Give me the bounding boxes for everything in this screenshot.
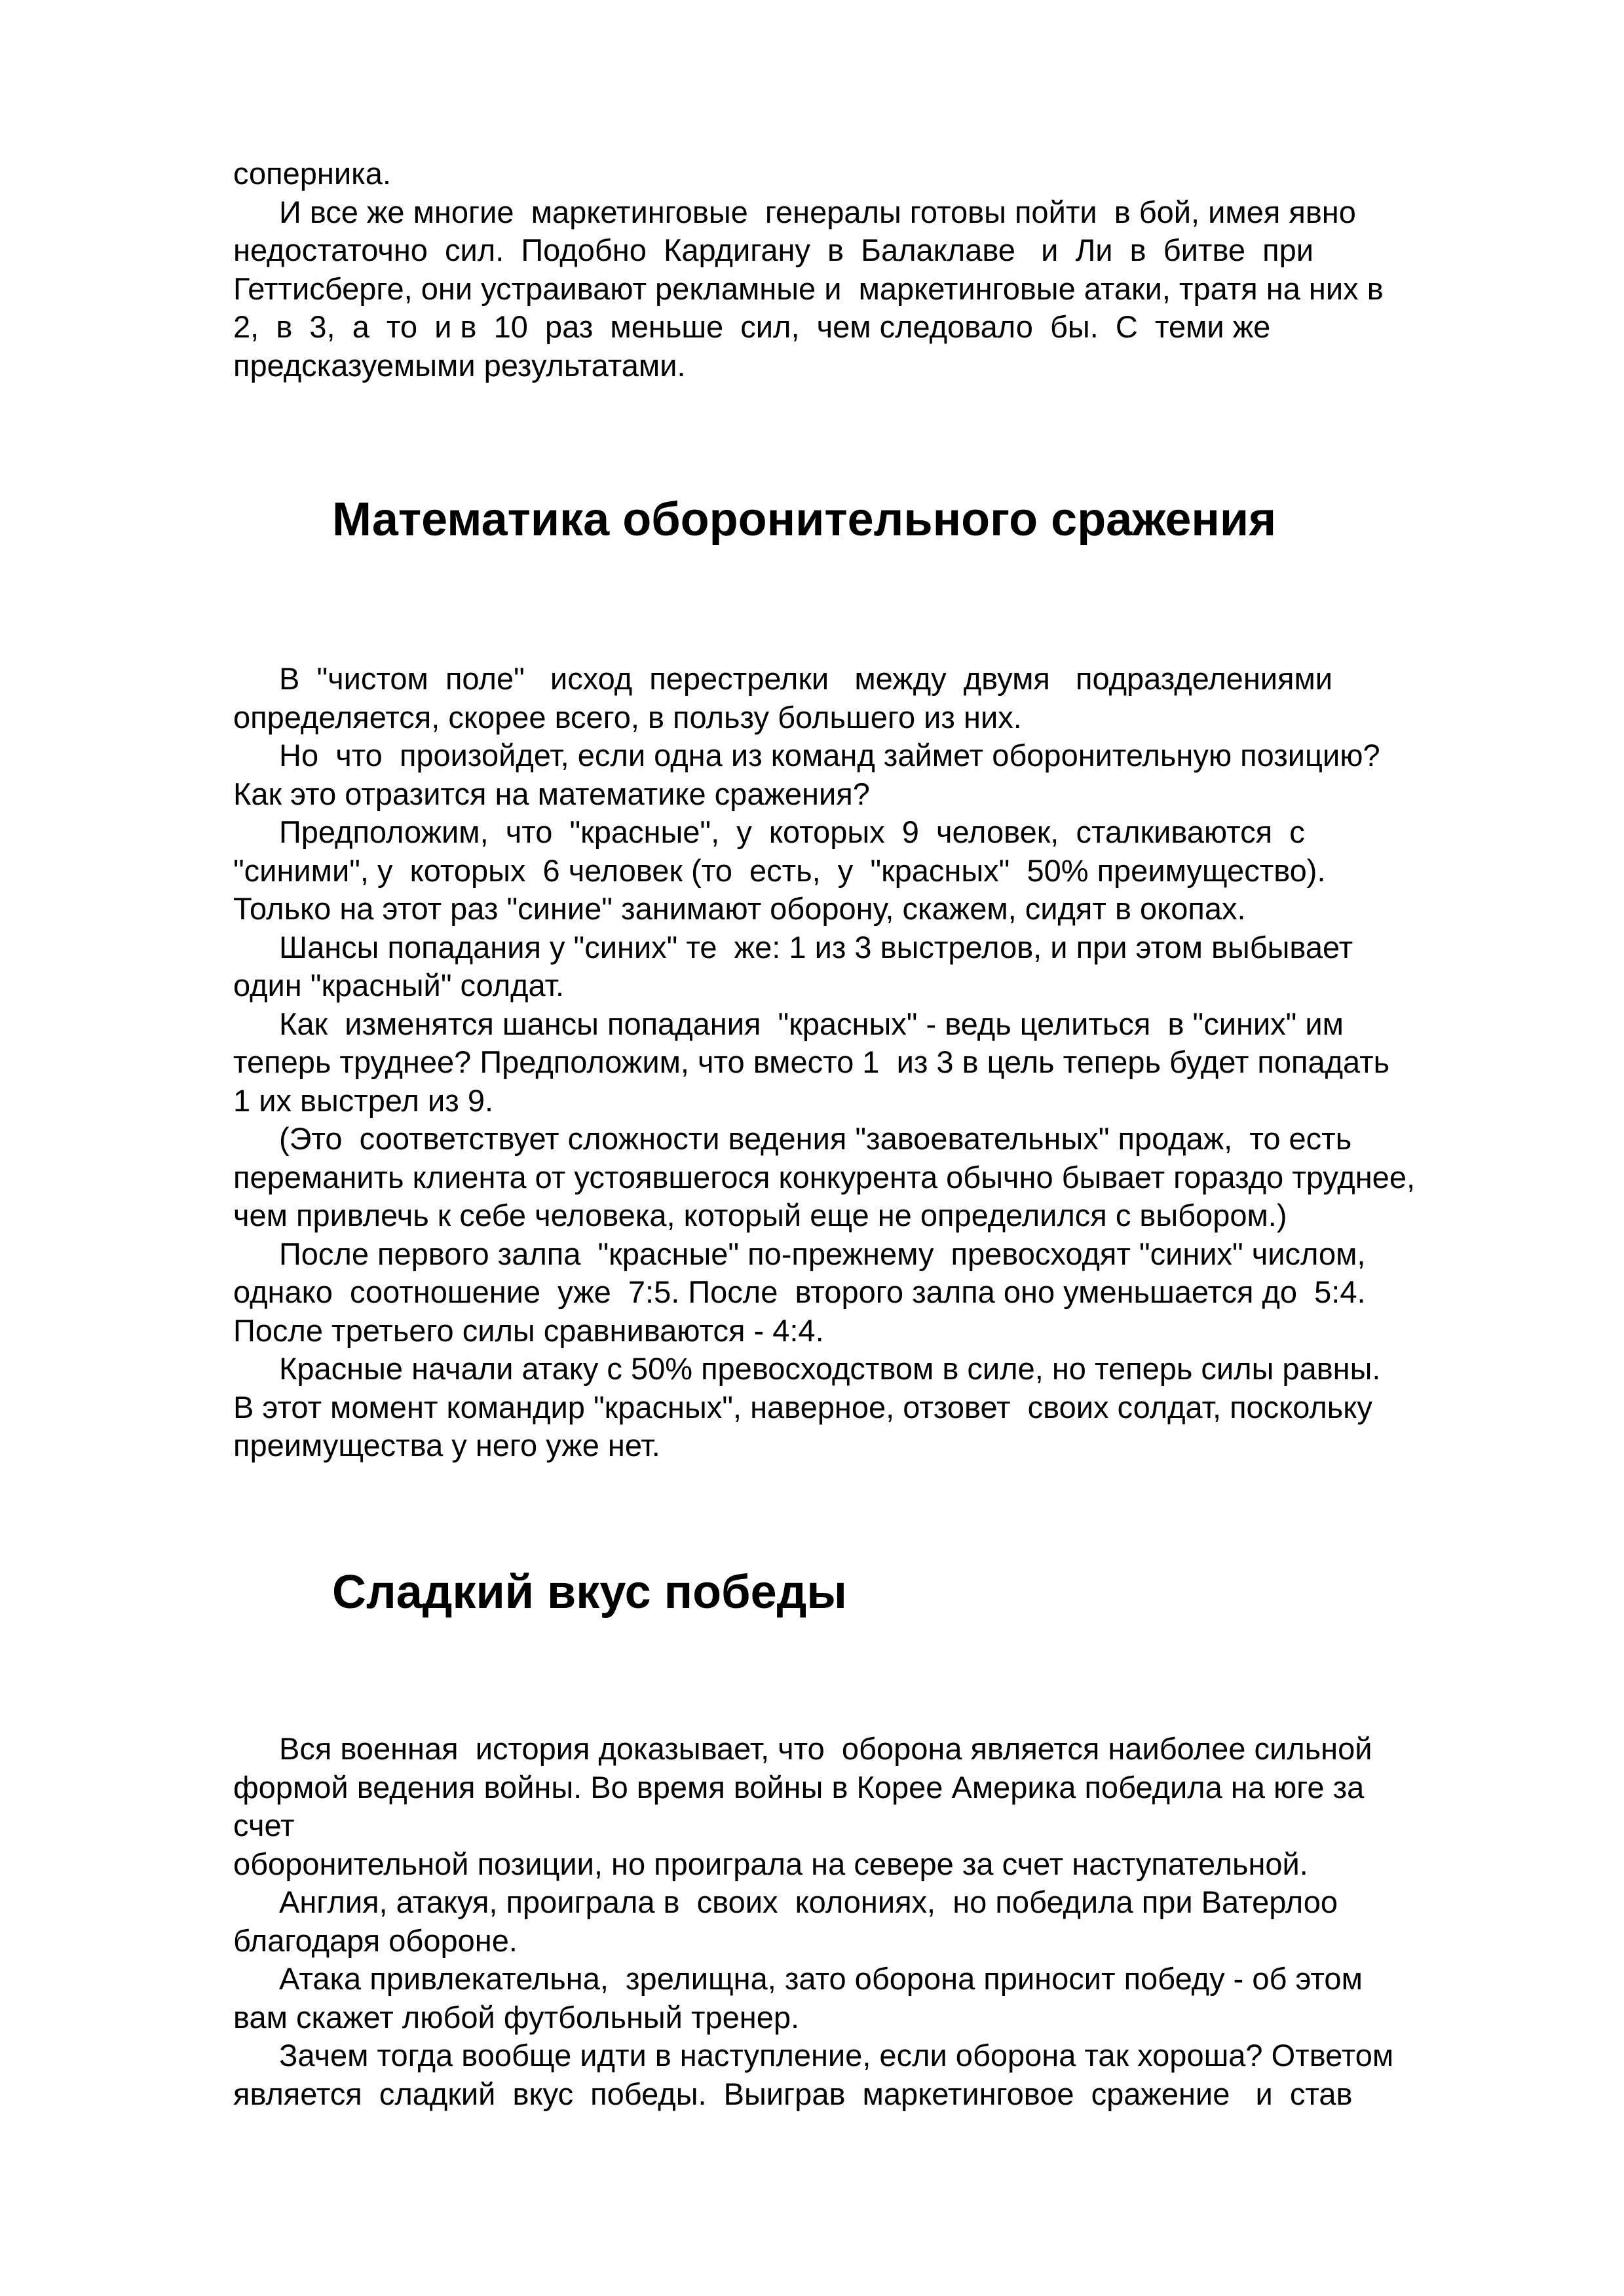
text-line: благодаря обороне. (233, 1923, 518, 1958)
text-line: теперь труднее? Предположим, что вместо 1 из 3 в цель теперь будет попадать (233, 1044, 1390, 1079)
text-line: Как это отразится на математике сражения? (233, 776, 870, 811)
section1-text-block (233, 660, 1517, 1465)
text-line: Как изменятся шансы попадания "красных" - ведь целиться в "синих" им (279, 1006, 1344, 1041)
text-line: И все же многие маркетинговые генералы готовы пойти в бой, имея явно (279, 194, 1356, 229)
section-heading-math: Математика оборонительного сражения (332, 493, 1277, 546)
text-line: В "чистом поле" исход перестрелки между двумя подразделениями (279, 661, 1333, 696)
text-line: Вся военная история доказывает, что оборона является наиболее сильной (279, 1731, 1372, 1766)
text-line: формой ведения войны. Во время войны в Корее Америка победила на юге за (233, 1769, 1365, 1805)
text-line: предсказуемыми результатами. (233, 347, 686, 383)
section2-text-block (233, 1730, 1517, 2113)
text-line: определяется, скорее всего, в пользу большего из них. (233, 699, 1022, 735)
text-line: соперника. (233, 156, 391, 191)
section-heading-victory: Сладкий вкус победы (332, 1566, 847, 1618)
text-line: (Это соответствует сложности ведения "завоевательных" продаж, то есть (279, 1121, 1352, 1156)
text-line: Геттисберге, они устраивают рекламные и маркетинговые атаки, тратя на них в (233, 271, 1384, 306)
text-line: Предположим, что "красные", у которых 9 человек, сталкиваются с (279, 814, 1305, 849)
text-line: переманить клиента от устоявшегося конкурента обычно бывает гораздо труднее, (233, 1159, 1416, 1195)
text-line: Только на этот раз "синие" занимают оборону, скажем, сидят в окопах. (233, 891, 1246, 926)
text-line: Англия, атакуя, проиграла в своих колониях, но победила при Ватерлоо (279, 1885, 1338, 1919)
text-line: недостаточно сил. Подобно Кардигану в Балаклаве и Ли в битве при (233, 233, 1313, 267)
text-line: является сладкий вкус победы. Выиграв маркетинговое сражение и став (233, 2076, 1353, 2111)
text-line: "синими", у которых 6 человек (то есть, у "красных" 50% преимущество). (233, 852, 1326, 888)
text-line: Шансы попадания у "синих" те же: 1 из 3 выстрелов, и при этом выбывает (279, 929, 1353, 965)
text-line: 1 их выстрел из 9. (233, 1082, 494, 1118)
text-line: После первого залпа "красные" по-прежнему превосходят "синих" числом, (279, 1236, 1366, 1271)
text-line: преимущества у него уже нет. (233, 1428, 660, 1463)
text-line: счет (233, 1808, 295, 1843)
text-line: Атака привлекательна, зрелищна, зато оборона приносит победу - об этом (279, 1961, 1363, 1996)
text-line: однако соотношение уже 7:5. После второго залпа оно уменьшается до 5:4. (233, 1274, 1366, 1309)
text-line: Но что произойдет, если одна из команд займет оборонительную позицию? (279, 738, 1380, 773)
text-line: чем привлечь к себе человека, который еще не определился с выбором.) (233, 1198, 1287, 1233)
text-line: 2, в 3, а то и в 10 раз меньше сил, чем следовало бы. С теми же (233, 309, 1271, 344)
text-line: один "красный" солдат. (233, 968, 565, 1003)
text-line: вам скажет любой футбольный тренер. (233, 1999, 800, 2035)
text-line: оборонительной позиции, но проиграла на севере за счет наступательной. (233, 1846, 1308, 1881)
intro-text-block (233, 155, 1517, 385)
text-line: После третьего силы сравниваются - 4:4. (233, 1312, 824, 1348)
text-line: Красные начали атаку с 50% превосходством в силе, но теперь силы равны. (279, 1351, 1381, 1386)
text-line: В этот момент командир "красных", наверное, отзовет своих солдат, поскольку (233, 1389, 1372, 1425)
text-line: Зачем тогда вообще идти в наступление, если оборона так хороша? Ответом (279, 2038, 1394, 2073)
